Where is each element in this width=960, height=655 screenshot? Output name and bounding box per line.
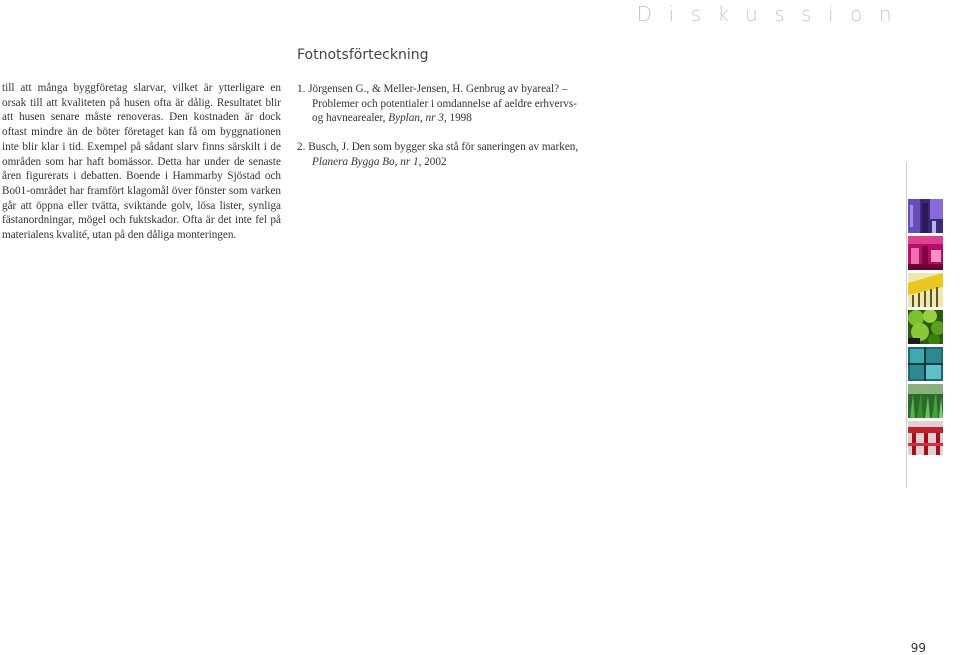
thumb-red-structure [908,421,943,455]
footnotes-heading: Fotnotsförteckning [297,47,429,63]
thumb-magenta-interior [908,236,943,270]
body-paragraph: till att många byggföretag slarvar, vilket är ytterligare en orsak till att kvaliteten på husen ofta är dålig. Resultatet blir att husen senare måste renoveras. Den kostnaden är dock oftast mindre än de böter företaget kan få om byggnationen inte blir klar i tid. Exempel på sådant slarv finns särskilt i de områden som har haft bomässor. Detta har under de senaste åren figurerats i debatten. Boende i Hammarby Sjöstad och Bo01-området har framfört klagomål över fönster som varken går att öppna eller tvätta, sviktande golv, lösa lister, synliga fästanordningar, mögel och fuktskador. Ofta är det inte fel på materialens kvalité, utan på den dåliga monteringen. [2,82,281,242]
section-title: Diskussion [636,2,908,26]
thumb-purple-building [908,199,943,233]
footnote-number: 2. [297,141,306,154]
side-divider [906,163,907,488]
thumb-yellow-facade [908,273,943,307]
thumbnail-strip [908,199,944,458]
thumb-green-grass [908,384,943,418]
page-number: 99 [910,641,926,655]
footnote-source: Byplan, nr 3 [388,112,444,125]
footnote-text: Busch, J. Den som bygger ska stå för saneringen av marken, [308,141,579,154]
footnote-year: , 2002 [418,155,447,168]
footnote-item [297,140,587,169]
footnote-item [297,82,587,126]
footnote-text: Jörgensen G., & Meller-Jensen, H. Genbrug av byareal? –Problemer och potentialer i omdannelse af aeldre erhvervs- og havnearealer, [308,83,577,125]
footnote-year: , 1998 [443,112,472,125]
footnote-number: 1. [297,83,306,95]
thumb-green-foliage [908,310,943,344]
thumb-teal-glass [908,347,943,381]
footnote-source: Planera Bygga Bo, nr 1 [312,155,419,168]
footnote-list [297,82,587,184]
